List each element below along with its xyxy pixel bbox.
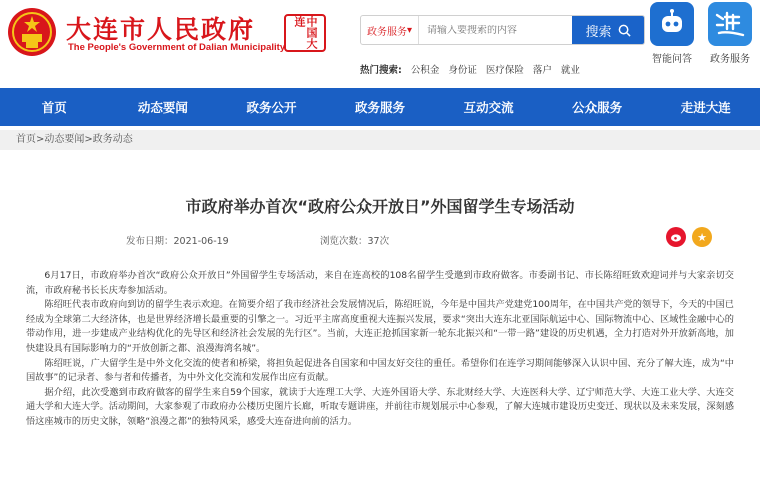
hot-search-item[interactable]: 就业 — [560, 65, 580, 76]
main-nav — [0, 88, 760, 126]
article-paragraph: 陈绍旺代表市政府向到访的留学生表示欢迎。在简要介绍了我市经济社会发展情况后，陈绍旺说，今年是中国共产党建党100周年，在中国共产党的领导下，今天的中国已经成为全球第二大经济体，也是世界经济增长最重要的引擎之一。习近平主席高度重视大连振兴发展，要求“突出大连东北亚国际航运中心、国际物流中心、区域性金融中心的带动作用，进一步建成产业结构优化的先导区和经济社会发展的先行区”。当前，大连正抢抓国家新一轮东北振兴和“一带一路”建设的历史机遇，全力打造对外开放新高地，加快建设具有国际影响力的“开放创新之都、浪漫海湾名城”。 — [26, 299, 734, 354]
star-icon[interactable]: ★ — [692, 227, 712, 247]
share-buttons — [666, 227, 712, 247]
site-subtitle: The People's Government of Dalian Municipality — [68, 42, 286, 53]
nav-item-services[interactable]: 政务服务 — [355, 100, 406, 115]
article-paragraph: 6月17日，市政府举办首次“政府公众开放日”外国留学生专场活动，来自在连高校的108名留学生受邀到市政府做客。市委副书记、市长陈绍旺致欢迎词并与大家亲切交流，市政府秘书长长庆寿参加活动。 — [26, 270, 734, 296]
article-title: 市政府举办首次“政府公众开放日”外国留学生专场活动 — [185, 197, 575, 216]
hot-search-item[interactable]: 落户 — [532, 65, 552, 76]
search-scope-select[interactable]: 政务服务 ▾ — [361, 16, 419, 44]
article-paragraph: 陈绍旺说，广大留学生是中外文化交流的使者和桥梁，将担负起促进各自国家和中国友好交往的重任。希望你们在连学习期间能够深入认识中国、充分了解大连，成为“中国故事”的记录者、参与者和传播者，为中外文化交流和发展作出应有贡献。 — [26, 357, 734, 384]
breadcrumb[interactable]: 首页>动态要闻>政务动态 — [0, 130, 760, 150]
view-count: 浏览次数：37次 — [320, 236, 390, 247]
search-button[interactable]: 搜索 — [572, 16, 644, 44]
lian-service-icon — [708, 2, 752, 46]
hot-searches — [360, 62, 580, 76]
search-icon — [618, 24, 631, 37]
article-body — [26, 269, 734, 430]
nav-item-about-dalian[interactable]: 走进大连 — [680, 100, 731, 115]
publish-date: 发布日期：2021-06-19 — [126, 236, 229, 247]
search-box — [360, 15, 645, 45]
header-tools — [648, 2, 754, 65]
national-emblem-icon — [6, 6, 58, 58]
hot-search-item[interactable]: 公积金 — [410, 65, 440, 76]
article-paragraph: 据介绍，此次受邀到市政府做客的留学生来自59个国家，就读于大连理工大学、大连外国语大学、东北财经大学、大连医科大学、辽宁师范大学、大连工业大学、大连交通大学和大连大学。活动期间，大家参观了市政府办公楼历史图片长廊，听取专题讲座，并前往市规划展示中心参观，了解大连城市建设历史变迁、现状以及未来发展，深刻感悟这座城市的历史文脉，领略“浪漫之都”的独特风采，感受大连奋进向前的活力。 — [26, 386, 734, 427]
nav-item-news[interactable]: 动态要闻 — [137, 100, 188, 115]
nav-item-interaction[interactable]: 互动交流 — [463, 100, 514, 115]
smart-qa-label: 智能问答 — [652, 54, 692, 65]
nav-item-public-service[interactable]: 公众服务 — [572, 100, 623, 115]
site-header — [0, 0, 760, 88]
smart-qa-button[interactable] — [648, 2, 696, 65]
article — [0, 194, 760, 430]
china-dalian-seal-icon: 中国大连 — [284, 14, 326, 52]
gov-service-label: 政务服务 — [710, 54, 750, 65]
hot-search-label: 热门搜索: — [360, 65, 402, 76]
weibo-icon[interactable] — [666, 227, 686, 247]
nav-item-home[interactable]: 首页 — [41, 100, 67, 115]
article-meta — [26, 229, 734, 269]
hot-search-item[interactable]: 医疗保险 — [485, 65, 524, 76]
gov-service-button[interactable] — [706, 2, 754, 65]
site-title[interactable]: 大连市人民政府 — [66, 15, 256, 44]
nav-item-open-gov[interactable]: 政务公开 — [246, 100, 297, 115]
robot-icon — [650, 2, 694, 46]
hot-search-item[interactable]: 身份证 — [448, 65, 477, 76]
search-input[interactable] — [419, 25, 572, 36]
